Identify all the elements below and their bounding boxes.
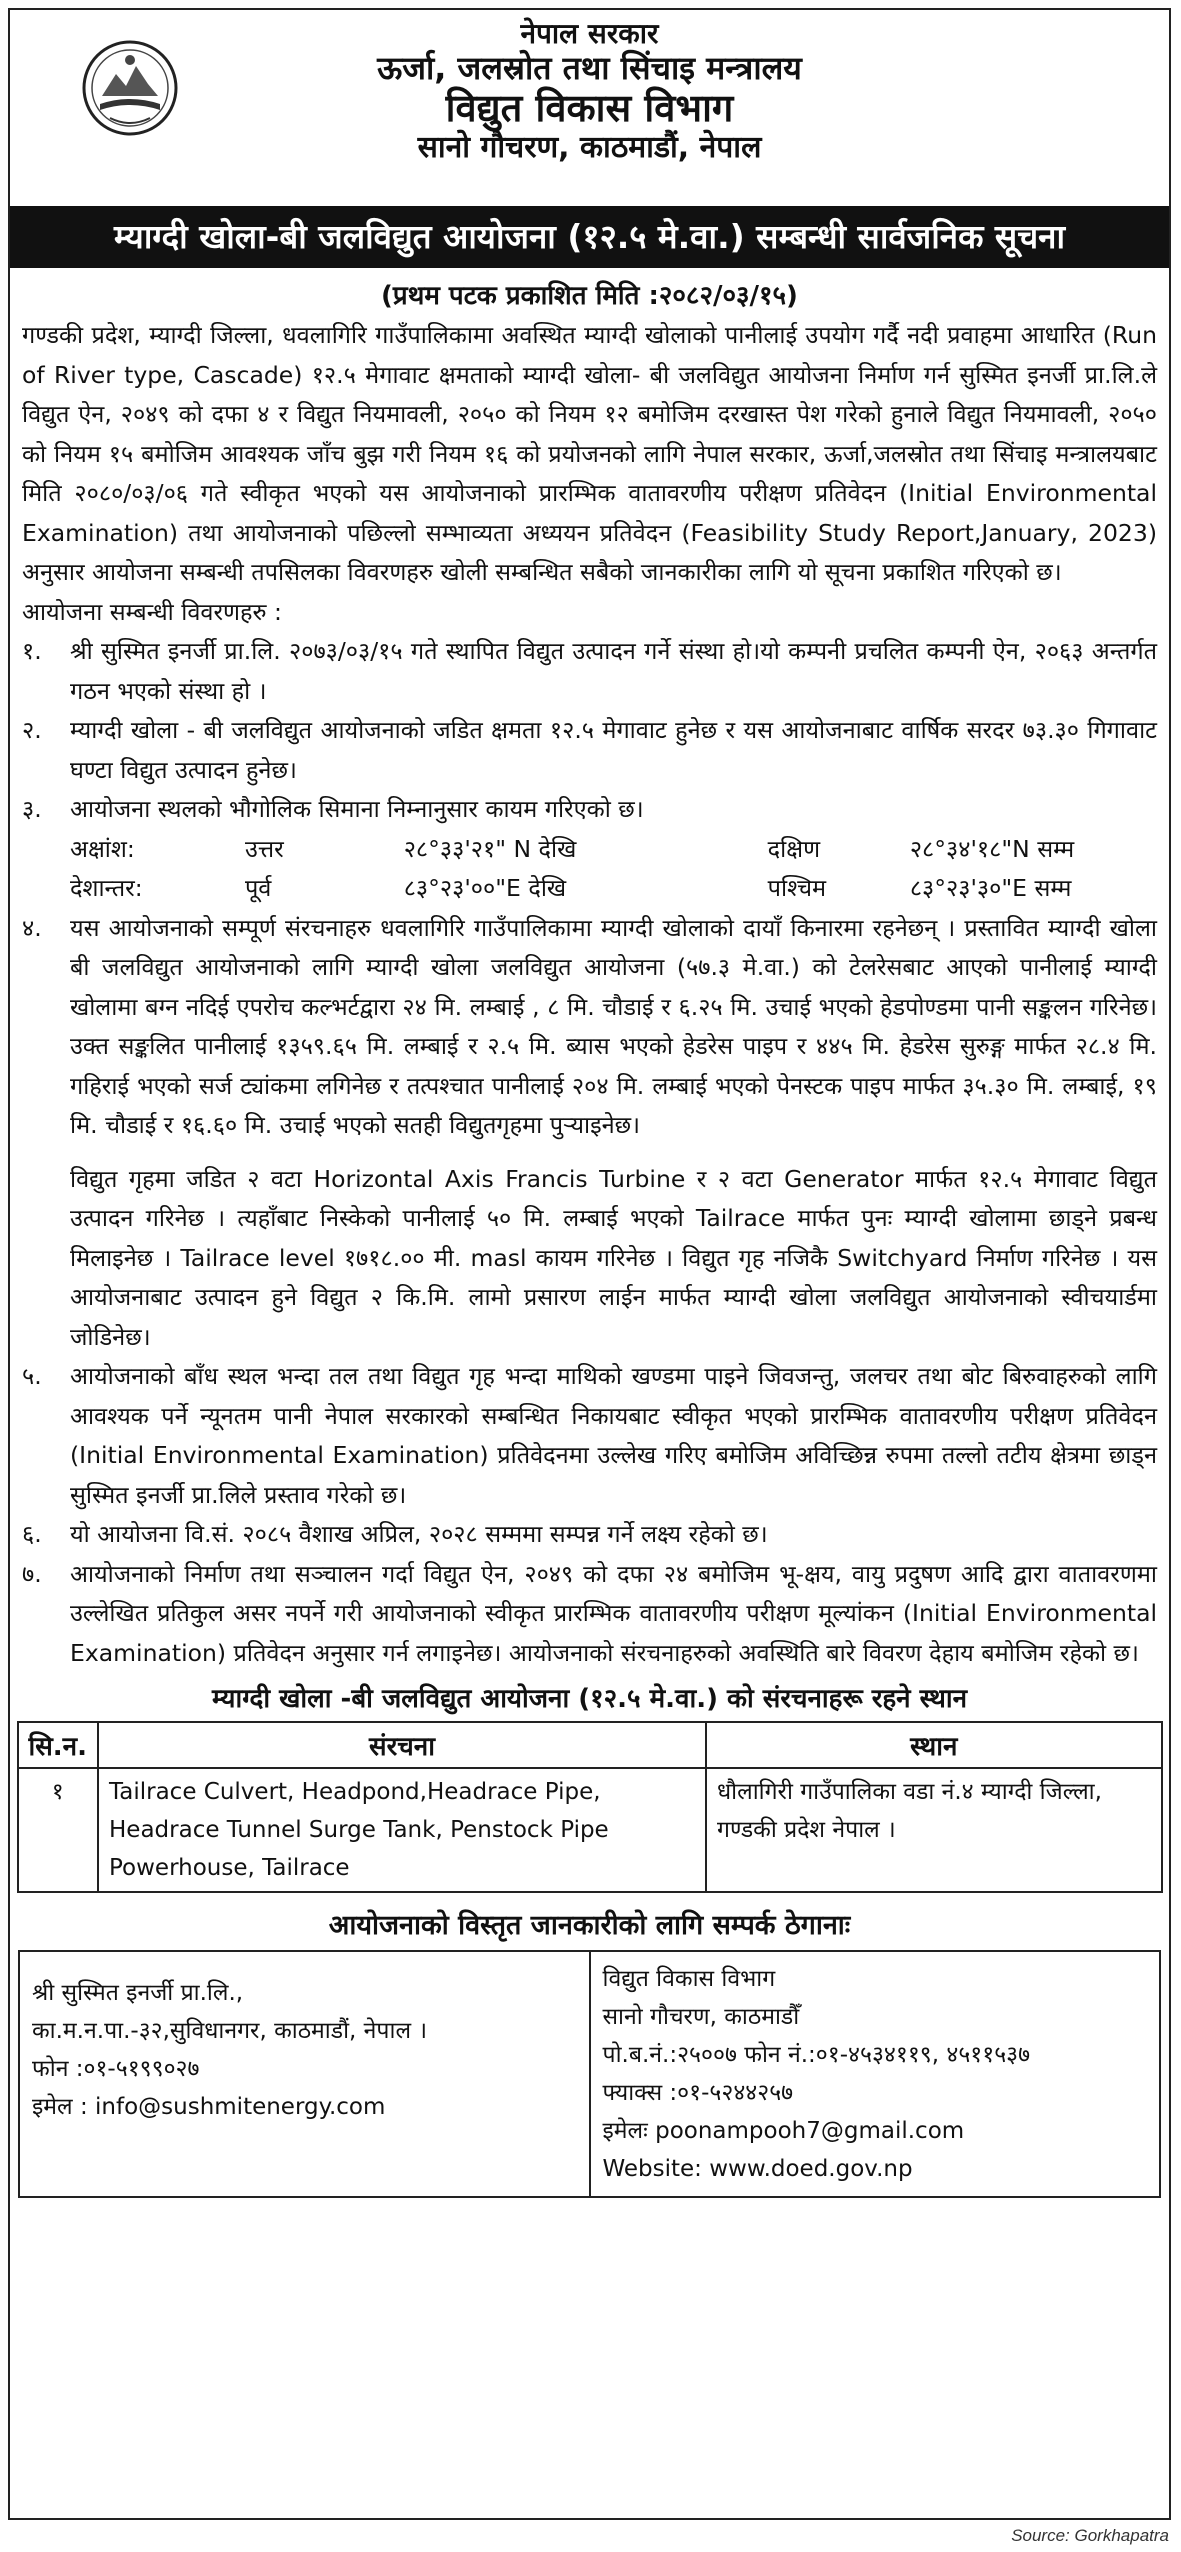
contact-heading: आयोजनाको विस्तृत जानकारीको लागि सम्पर्क ठेगानाः bbox=[328, 1910, 851, 1941]
table-header-row bbox=[18, 1722, 1162, 1768]
list-item bbox=[22, 1357, 1157, 1515]
details-list bbox=[22, 632, 1157, 1673]
item-text: यो आयोजना वि.सं. २०८५ वैशाख अप्रिल, २०२८ सम्ममा सम्पन्न गर्ने लक्ष्य रहेको छ। bbox=[70, 1520, 768, 1548]
item-text: आयोजना स्थलको भौगोलिक सिमाना निम्नानुसार कायम गरिएको छ। bbox=[70, 795, 644, 823]
department-address: सानो गौचरण, काठमाडौं, नेपाल bbox=[417, 129, 762, 165]
department-contact-name: विद्युत विकास विभाग bbox=[602, 1966, 776, 1992]
company-email: इमेल : info@sushmitenergy.com bbox=[32, 2094, 386, 2120]
row-structure: Tailrace Culvert, Headpond,Headrace Pipe, Headrace Tunnel Surge Tank, Penstock Pipe Powerhouse, Tailrace bbox=[98, 1768, 706, 1892]
notice-title: म्याग्दी खोला-बी जलविद्युत आयोजना (१२.५ मे.वा.) सम्बन्धी सार्वजनिक सूचना bbox=[10, 206, 1169, 268]
ministry-name: ऊर्जा, जलस्रोत तथा सिंचाइ मन्त्रालय bbox=[377, 49, 802, 88]
intro-paragraph: गण्डकी प्रदेश, म्याग्दी जिल्ला, धवलागिरि गाउँपालिकामा अवस्थित म्याग्दी खोलाको पानीलाई उपयोग गर्दै नदी प्रवाहमा आधारित (Run of River type, Cascade) १२.५ मेगावाट क्षमताको म्याग्दी खोला- बी जलविद्युत आयोजना निर्माण गर्न सुस्मित इनर्जी प्रा.लि.ले विद्युत ऐन, २०४९ को दफा ४ र विद्युत नियमावली, २०५० को नियम १२ बमोजिम दरखास्त पेश गरेको हुनाले विद्युत नियमावली, २०५० को नियम १५ बमोजिम आवश्यक जाँच बुझ गरी नियम १६ को प्रयोजनको लागि नेपाल सरकार, ऊर्जा,जलस्रोत तथा सिंचाइ मन्त्रालयबाट मिति २०८०/०३/०६ गते स्वीकृत भएको यस आयोजनाको प्रारम्भिक वातावरणीय परीक्षण प्रतिवेदन (Initial Environmental Examination) तथा आयोजनाको पछिल्लो सम्भाव्यता अध्ययन प्रतिवेदन (Feasibility Study Report,January, 2023) अनुसार आयोजना सम्बन्धी तपसिलका विवरणहरु खोली सम्बन्धित सबैको जानकारीका लागि यो सूचना प्रकाशित गरिएको छ। bbox=[22, 321, 1157, 586]
company-contact-box bbox=[20, 1952, 591, 2196]
latitude-row bbox=[70, 830, 1157, 870]
department-contact-address: सानो गौचरण, काठमाडौँ bbox=[602, 2004, 800, 2030]
north-label: उत्तर bbox=[244, 834, 284, 863]
west-value: ८३°२३'३०"E सम्म bbox=[909, 874, 1072, 902]
department-email: इमेलः poonampooh7@gmail.com bbox=[602, 2118, 965, 2144]
company-phone: फोन :०१-५१९९०२७ bbox=[32, 2056, 200, 2082]
item-text: आयोजनाको निर्माण तथा सञ्चालन गर्दा विद्युत ऐन, २०४९ को दफा २४ बमोजिम भू-क्षय, वायु प्रदुषण आदि द्वारा वातावरणमा उल्लेखित प्रतिकुल असर नपर्ने गरी आयोजनाको स्वीकृत प्रारम्भिक वातावरणीय परीक्षण मूल्यांकन (Initial Environmental Examination) प्रतिवेदन अनुसार गर्न लगाइनेछ। आयोजनाको संरचनाहरुको अवस्थिति बारे विवरण देहाय बमोजिम रहेको छ। bbox=[70, 1559, 1157, 1667]
item-number: १. bbox=[22, 637, 42, 665]
structures-table bbox=[17, 1721, 1163, 1893]
west-label: पश्चिम bbox=[767, 874, 827, 902]
list-item bbox=[22, 632, 1157, 711]
company-address: का.म.न.पा.-३२,सुविधानगर, काठमाडौं, नेपाल । bbox=[32, 2018, 428, 2044]
coordinates-table bbox=[70, 830, 1157, 909]
government-name: नेपाल सरकार bbox=[520, 17, 659, 50]
item-number: ५. bbox=[22, 1362, 42, 1390]
east-value: ८३°२३'००"E देखि bbox=[403, 874, 567, 902]
notice-frame bbox=[8, 8, 1171, 2520]
south-value: २८°३४'१८"N सम्म bbox=[909, 834, 1075, 863]
source-credit: Source: Gorkhapatra bbox=[1011, 2526, 1169, 2545]
nepal-government-emblem-icon bbox=[80, 38, 180, 138]
department-contact-box bbox=[591, 1952, 1160, 2196]
item-text: यस आयोजनाको सम्पूर्ण संरचनाहरु धवलागिरि गाउँपालिकामा म्याग्दी खोलाको दायाँ किनारमा रहनेछन् । प्रस्तावित म्याग्दी खोला बी जलविद्युत आयोजनाको लागि म्याग्दी खोला जलविद्युत आयोजना (५७.३ मे.वा.) को टेलरेसबाट आएको पानीलाई म्याग्दी खोलामा बग्न नदिई एपरोच कल्भर्टद्वारा २४ मि. लम्बाई , ८ मि. चौडाई र ६.२५ मि. उचाई भएको हेडपोण्डमा पानी सङ्कलन गरिनेछ। उक्त सङ्कलित पानीलाई १३५९.६५ मि. लम्बाई र २.५ मि. ब्यास भएको हेडरेस पाइप र ४४५ मि. हेडरेस सुरुङ्ग मार्फत २८.४ मि. गहिराई भएको सर्ज ट्यांकमा लगिनेछ र तत्पश्चात पानीलाई २०४ मि. लम्बाई भएको पेनस्टक पाइप मार्फत ३५.३० मि. लम्बाई, १९ मि. चौडाई र १६.६० मि. उचाई भएको सतही विद्युतगृहमा पुऱ्याइनेछ। bbox=[70, 913, 1157, 1139]
item-text: आयोजनाको बाँध स्थल भन्दा तल तथा विद्युत गृह भन्दा माथिको खण्डमा पाइने जिवजन्तु, जलचर तथा बोट बिरुवाहरुको लागि आवश्यक पर्ने न्यूनतम पानी नेपाल सरकारको सम्बन्धित निकायबाट स्वीकृत भएको प्रारम्भिक वातावरणीय परीक्षण प्रतिवेदन (Initial Environmental Examination) प्रतिवेदनमा उल्लेख गरिए बमोजिम अविच्छिन्न रुपमा तल्लो तटीय क्षेत्रमा छाड्न सुस्मित इनर्जी प्रा.लिले प्रस्ताव गरेको छ। bbox=[70, 1362, 1157, 1509]
item-text: श्री सुस्मित इनर्जी प्रा.लि. २०७३/०३/१५ गते स्थापित विद्युत उत्पादन गर्ने संस्था हो।यो कम्पनी प्रचलित कम्पनी ऐन, २०६३ अन्तर्गत गठन भएको संस्था हो । bbox=[70, 637, 1157, 705]
item-number: ६. bbox=[22, 1520, 42, 1548]
item-text: म्याग्दी खोला - बी जलविद्युत आयोजनाको जडित क्षमता १२.५ मेगावाट हुनेछ र यस आयोजनाबाट वार्षिक सरदर ७३.३० गिगावाट घण्टा विद्युत उत्पादन हुनेछ। bbox=[70, 716, 1157, 784]
item-number: ७. bbox=[22, 1559, 42, 1588]
details-heading: आयोजना सम्बन्धी विवरणहरु : bbox=[22, 597, 282, 626]
list-item bbox=[22, 790, 1157, 909]
list-item bbox=[22, 1515, 1157, 1555]
department-fax: फ्याक्स :०१-५२४४२५७ bbox=[602, 2080, 794, 2106]
department-po-phone: पो.ब.नं.:२५००७ फोन नं.:०१-४५३४११९, ४५११५३७ bbox=[602, 2042, 1031, 2068]
notice-body bbox=[10, 316, 1169, 1673]
department-website: Website: www.doed.gov.np bbox=[602, 2156, 913, 2182]
list-item bbox=[22, 711, 1157, 790]
company-name: श्री सुस्मित इनर्जी प्रा.लि., bbox=[32, 1980, 244, 2006]
latitude-label: अक्षांश: bbox=[70, 834, 135, 863]
table-row bbox=[18, 1768, 1162, 1892]
list-item bbox=[22, 1555, 1157, 1674]
row-serial: १ bbox=[18, 1768, 99, 1892]
south-label: दक्षिण bbox=[767, 834, 821, 863]
longitude-row bbox=[70, 869, 1157, 909]
east-label: पूर्व bbox=[244, 874, 272, 902]
list-item bbox=[22, 909, 1157, 1358]
col-structure-header: संरचना bbox=[98, 1722, 706, 1768]
item-text-continued: विद्युत गृहमा जडित २ वटा Horizontal Axis Francis Turbine र २ वटा Generator मार्फत १२.५ मेगावाट विद्युत उत्पादन गरिनेछ । त्यहाँबाट निस्केको पानीलाई ५० मि. लम्बाई भएको Tailrace मार्फत पुनः म्याग्दी खोलामा छाड्ने प्रबन्ध मिलाइनेछ । Tailrace level १७१८.०० मी. masl कायम गरिनेछ । विद्युत गृह नजिकै Switchyard निर्माण गरिनेछ । यस आयोजनाबाट उत्पादन हुने विद्युत २ कि.मि. लामो प्रसारण लाईन मार्फत म्याग्दी खोला जलविद्युत आयोजनाको स्वीचयार्डमा जोडिनेछ। bbox=[70, 1164, 1157, 1351]
item-number: ३. bbox=[22, 795, 42, 823]
item-number: ४. bbox=[22, 913, 42, 942]
col-serial-header: सि.न. bbox=[18, 1722, 99, 1768]
notice-header bbox=[10, 10, 1169, 206]
row-location: धौलागिरी गाउँपालिका वडा नं.४ म्याग्दी जिल्ला, गण्डकी प्रदेश नेपाल । bbox=[706, 1768, 1162, 1892]
longitude-label: देशान्तर: bbox=[70, 874, 143, 902]
col-location-header: स्थान bbox=[706, 1722, 1162, 1768]
department-name: विद्युत विकास विभाग bbox=[445, 85, 734, 130]
north-value: २८°३३'२१" N देखि bbox=[403, 834, 577, 863]
published-date: (प्रथम पटक प्रकाशित मिति :२०८२/०३/१५) bbox=[381, 281, 798, 311]
structures-heading: म्याग्दी खोला -बी जलविद्युत आयोजना (१२.५ मे.वा.) को संरचनाहरू रहने स्थान bbox=[211, 1684, 968, 1714]
item-number: २. bbox=[22, 716, 42, 744]
contact-section bbox=[18, 1950, 1161, 2198]
